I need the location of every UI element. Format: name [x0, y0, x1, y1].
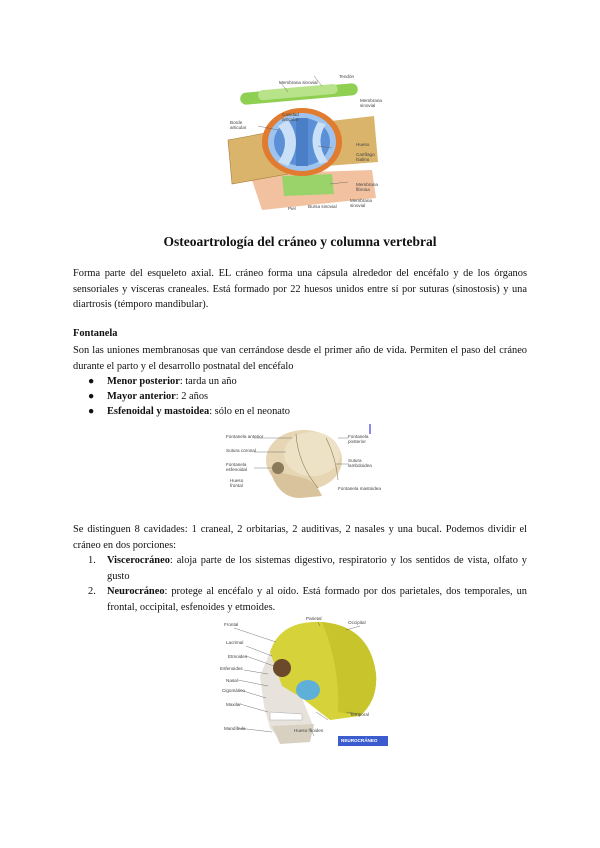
bullet-bold: Menor posterior	[107, 376, 180, 387]
numbered-item	[88, 584, 527, 615]
bullet-text: : 2 años	[175, 391, 209, 402]
numbered-item	[88, 553, 527, 584]
label-lacrimal: Lacrimal	[226, 640, 244, 645]
bullet-item: ● Esfenoidal y mastoidea: sólo en el neonato	[88, 406, 290, 417]
item-text: : aloja parte de los sistemas digestivo, respiratorio y los sentidos de vista, olfato y gusto	[107, 555, 527, 582]
label-cavidad-articular: Cavidad articular	[282, 112, 299, 122]
label-hueso: Hueso	[356, 142, 370, 147]
label-membrana-sinovial-3: Membrana sinovial	[350, 198, 372, 208]
label-membrana-fibrosa: Membrana fibrosa	[356, 182, 378, 192]
label-etmoides: Etmoides	[228, 654, 248, 659]
label-nasal: Nasal	[226, 678, 238, 683]
item-number: 2.	[88, 586, 96, 597]
neurocraneo-badge: NEUROCRÁNEO	[341, 738, 378, 743]
label-frontal: Frontal	[224, 622, 239, 627]
item-number: 1.	[88, 555, 96, 566]
label-fontanela-esfenoidal: Fontanela esfenoidal	[226, 462, 247, 472]
label-fontanela-mastoidea: Fontanela mastoidea	[338, 486, 381, 491]
skull-bones-figure	[210, 616, 390, 750]
bullet-text: : sólo en el neonato	[209, 406, 290, 417]
synovial-joint-figure	[222, 70, 382, 216]
label-bursa: Bursa sinovial	[308, 204, 337, 209]
label-membrana-sinovial-2: Membrana sinovial	[360, 98, 382, 108]
item-bold: Neurocráneo	[107, 586, 165, 597]
label-hioides: Hueso hioides	[294, 728, 324, 733]
label-piel: Piel	[288, 206, 296, 211]
item-bold: Viscerocráneo	[107, 555, 170, 566]
bullet-item: ● Mayor anterior: 2 años	[88, 391, 209, 402]
fontanelle-skull-figure	[226, 424, 381, 504]
label-membrana-sinovial: Membrana sinovial	[279, 80, 318, 85]
bullet-text: : tarda un año	[179, 376, 237, 387]
label-cartilago: Cartílago hialino	[356, 152, 375, 162]
label-sutura-lambdoidea: Sutura lambdoidea	[348, 458, 372, 468]
label-cigomatico: Cigomático	[222, 688, 245, 693]
item-text: : protege al encéfalo y al oído. Está formado por dos parietales, dos temporales, un frontal, occipital, esfenoides y etmoides.	[107, 586, 527, 613]
label-occipital: Occipital	[348, 620, 366, 625]
label-esfenoides: Esfenoides	[220, 666, 243, 671]
label-mandibula: Mandíbula	[224, 726, 246, 731]
label-parietal: Parietal	[306, 616, 322, 621]
fontanela-heading: Fontanela	[73, 328, 118, 339]
bullet-item: ● Menor posterior: tarda un año	[88, 376, 237, 387]
label-temporal: Temporal	[350, 712, 369, 717]
label-sutura-coronal: Sutura coronal	[226, 448, 256, 453]
label-borde-articular: Borde articular	[230, 120, 247, 130]
label-fontanela-posterior: Fontanela posterior	[348, 434, 369, 444]
bullet-bold: Esfenoidal y mastoidea	[107, 406, 210, 417]
intro-paragraph: Forma parte del esqueleto axial. EL cráneo forma una cápsula alrededor del encéfalo y de los órganos sensoriales y vísceras craneales. Está formado por 22 huesos unidos entre sí por suturas (sinostosis) y una diartrosis (témporo mandibular).	[73, 268, 527, 311]
label-tendon: Tendón	[339, 74, 355, 79]
cavidades-paragraph: Se distinguen 8 cavidades: 1 craneal, 2 orbitarias, 2 auditivas, 2 nasales y una bucal. Podemos dividir el cráneo en dos porciones:	[73, 524, 527, 551]
fontanela-paragraph: Son las uniones membranosas que van cerrándose desde el primer año de vida. Permiten el paso del cráneo durante el parto y el desarrollo postnatal del encéfalo	[73, 345, 527, 372]
label-fontanela-anterior: Fontanela anterior	[226, 434, 264, 439]
page-title: Osteoartrología del cráneo y columna vertebral	[163, 234, 437, 249]
bullet-bold: Mayor anterior	[107, 391, 176, 402]
label-maxilar: Maxilar	[226, 702, 241, 707]
label-hueso-frontal: Hueso frontal	[230, 478, 244, 488]
